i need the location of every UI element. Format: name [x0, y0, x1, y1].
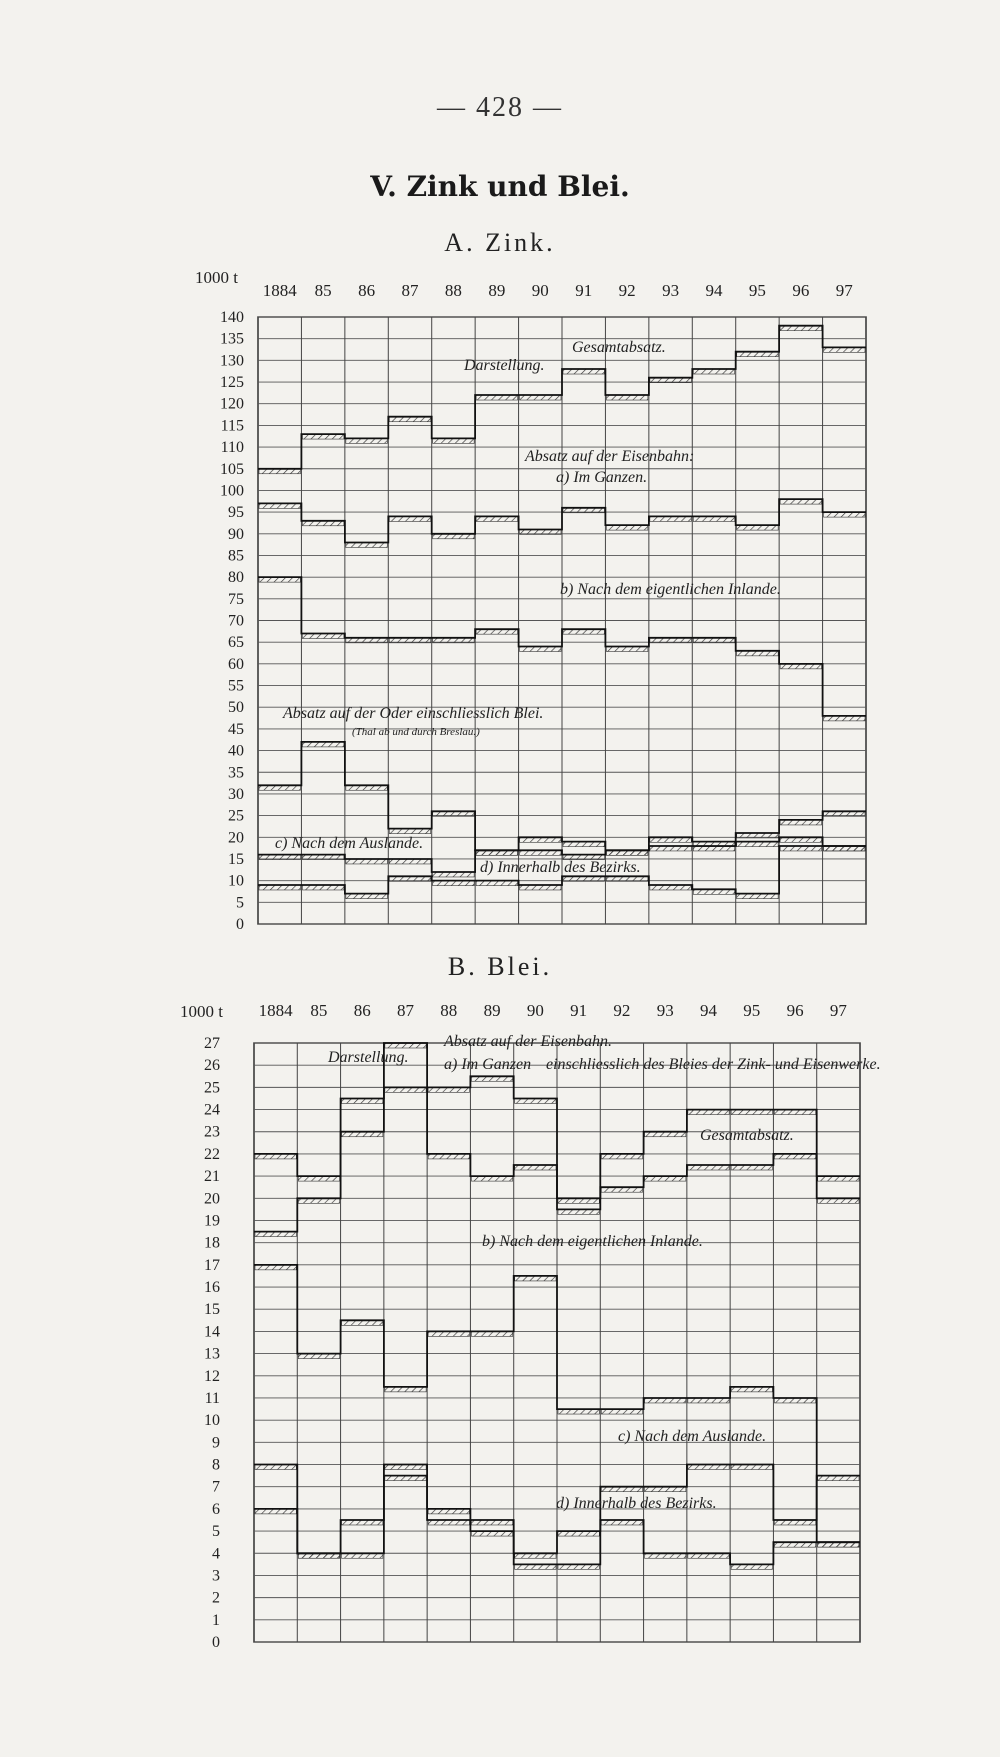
lead-y-tick-label: 18 — [204, 1234, 220, 1252]
lead-y-tick-label: 15 — [204, 1301, 220, 1319]
zinc-x-tick-label: 87 — [401, 281, 419, 300]
section-title: V. Zink und Blei. — [370, 170, 630, 203]
zinc-x-tick-label: 1884 — [262, 281, 297, 300]
lead-y-tick-label: 25 — [204, 1079, 220, 1097]
zinc-x-tick-label: 94 — [705, 281, 723, 300]
zinc-y-tick-label: 40 — [228, 742, 244, 760]
zinc-y-tick-label: 140 — [220, 309, 244, 326]
lead-y-tick-label: 12 — [204, 1367, 220, 1385]
zinc-x-tick-label: 86 — [358, 281, 376, 300]
lead-x-tick-label: 85 — [310, 1001, 328, 1020]
lead-series-label: Gesamtabsatz. — [700, 1127, 794, 1144]
lead-chart-title: B. Blei. — [447, 952, 553, 981]
zinc-y-tick-label: 115 — [220, 417, 244, 435]
zinc-y-tick-label: 30 — [228, 785, 244, 803]
lead-x-tick-label: 96 — [786, 1001, 804, 1020]
lead-unit-label: 1000 t — [180, 1002, 223, 1021]
lead-x-tick-label: 86 — [353, 1001, 371, 1020]
lead-y-tick-label: 21 — [204, 1168, 220, 1186]
zinc-y-tick-label: 45 — [228, 720, 244, 738]
zinc-y-tick-label: 35 — [228, 764, 244, 782]
lead-y-tick-label: 2 — [212, 1589, 220, 1607]
lead-x-tick-label: 88 — [440, 1001, 458, 1020]
lead-y-tick-label: 4 — [212, 1545, 220, 1563]
zinc-x-tick-label: 88 — [444, 281, 462, 300]
zinc-y-tick-label: 55 — [228, 677, 244, 695]
lead-y-tick-label: 0 — [212, 1634, 220, 1651]
lead-y-tick-label: 13 — [204, 1345, 220, 1363]
lead-y-tick-label: 16 — [204, 1279, 220, 1297]
zinc-y-tick-label: 5 — [236, 894, 244, 912]
zinc-y-tick-label: 125 — [220, 374, 244, 392]
zinc-y-tick-label: 130 — [220, 352, 244, 370]
lead-y-tick-label: 24 — [204, 1101, 220, 1119]
zinc-x-tick-label: 95 — [748, 281, 766, 300]
lead-series-label: Absatz auf der Eisenbahn. — [444, 1033, 612, 1050]
lead-x-tick-label: 94 — [700, 1001, 717, 1020]
zinc-series-label: a) Im Ganzen. — [556, 469, 648, 486]
lead-x-tick-label: 90 — [526, 1001, 544, 1020]
lead-x-tick-label: 92 — [613, 1001, 631, 1020]
lead-y-tick-label: 8 — [212, 1456, 220, 1474]
zinc-y-tick-label: 65 — [228, 634, 244, 652]
lead-x-tick-label: 91 — [570, 1001, 588, 1020]
zinc-x-tick-label: 85 — [314, 281, 332, 300]
lead-y-tick-label: 20 — [204, 1190, 220, 1208]
lead-series-label: b) Nach dem eigentlichen Inlande. — [482, 1233, 703, 1250]
lead-y-tick-label: 5 — [212, 1523, 220, 1541]
lead-y-tick-label: 11 — [204, 1389, 220, 1407]
lead-y-tick-label: 10 — [204, 1412, 220, 1430]
zinc-annotation: Darstellung. — [464, 357, 545, 374]
zinc-y-tick-label: 120 — [220, 395, 244, 413]
zinc-annotation: Absatz auf der Eisenbahn: — [525, 448, 695, 465]
zinc-y-tick-label: 110 — [220, 439, 244, 457]
lead-y-tick-label: 6 — [212, 1500, 220, 1518]
lead-y-tick-label: 9 — [212, 1434, 220, 1452]
zinc-annotation: (Thal ab und durch Breslau.) — [352, 726, 480, 738]
zinc-x-tick-label: 90 — [531, 281, 549, 300]
zinc-y-tick-label: 25 — [228, 807, 244, 825]
zinc-y-tick-label: 50 — [228, 699, 244, 717]
zinc-y-tick-label: 95 — [228, 504, 244, 522]
zinc-x-tick-label: 96 — [792, 281, 810, 300]
lead-x-tick-label: 1884 — [258, 1001, 293, 1020]
lead-annotation: Darstellung. — [328, 1049, 409, 1066]
zinc-y-tick-label: 85 — [228, 547, 244, 565]
zinc-y-tick-label: 20 — [228, 829, 244, 847]
zinc-x-tick-label: 91 — [575, 281, 593, 300]
zinc-unit-label: 1000 t — [195, 268, 238, 287]
zinc-series-label: c) Nach dem Auslande. — [275, 835, 424, 852]
zinc-series-label: d) Innerhalb des Bezirks. — [480, 859, 641, 876]
zinc-y-tick-label: 70 — [228, 612, 244, 630]
zinc-x-tick-label: 92 — [618, 281, 636, 300]
zinc-y-tick-label: 10 — [228, 872, 244, 890]
zinc-y-tick-label: 105 — [220, 460, 244, 478]
zinc-series-label: b) Nach dem eigentlichen Inlande. — [560, 581, 781, 598]
zinc-y-tick-label: 100 — [220, 482, 244, 500]
zinc-series-label: Gesamtabsatz. — [572, 339, 666, 356]
lead-y-tick-label: 1 — [212, 1611, 220, 1629]
zinc-x-tick-label: 93 — [662, 281, 680, 300]
zinc-y-tick-label: 75 — [228, 590, 244, 608]
lead-x-tick-label: 89 — [483, 1001, 501, 1020]
zinc-chart — [195, 268, 866, 933]
lead-x-tick-label: 87 — [397, 1001, 414, 1020]
zinc-series-label: Absatz auf der Oder einschliesslich Blei. — [283, 705, 544, 722]
lead-x-tick-label: 95 — [743, 1001, 761, 1020]
zinc-y-tick-label: 135 — [220, 330, 244, 348]
lead-y-tick-label: 17 — [204, 1256, 220, 1274]
zinc-x-tick-label: 89 — [488, 281, 506, 300]
lead-y-tick-label: 3 — [212, 1567, 220, 1585]
lead-y-tick-label: 26 — [204, 1057, 220, 1075]
page-number: — 428 — — [437, 92, 563, 123]
zinc-x-tick-label: 97 — [835, 281, 853, 300]
lead-annotation: a) Im Ganzen — [444, 1056, 532, 1073]
lead-annotation: einschliesslich des Bleies der Zink- und Eisenwerke. — [546, 1056, 881, 1073]
lead-y-tick-label: 7 — [212, 1478, 220, 1496]
lead-y-tick-label: 22 — [204, 1145, 220, 1163]
lead-y-tick-label: 23 — [204, 1123, 220, 1141]
lead-series-label: c) Nach dem Auslande. — [618, 1428, 767, 1445]
lead-y-tick-label: 19 — [204, 1212, 220, 1230]
zinc-y-tick-label: 60 — [228, 655, 244, 673]
lead-y-tick-label: 27 — [204, 1035, 220, 1052]
zinc-y-tick-label: 15 — [228, 850, 244, 868]
lead-x-tick-label: 93 — [656, 1001, 674, 1020]
zinc-y-tick-label: 80 — [228, 569, 244, 587]
lead-y-tick-label: 14 — [204, 1323, 220, 1341]
lead-x-tick-label: 97 — [829, 1001, 847, 1020]
zinc-chart-title: A. Zink. — [444, 228, 556, 257]
lead-chart — [180, 1001, 881, 1651]
zinc-y-tick-label: 90 — [228, 525, 244, 543]
lead-series-label: d) Innerhalb des Bezirks. — [556, 1495, 717, 1512]
zinc-y-tick-label: 0 — [236, 916, 244, 933]
